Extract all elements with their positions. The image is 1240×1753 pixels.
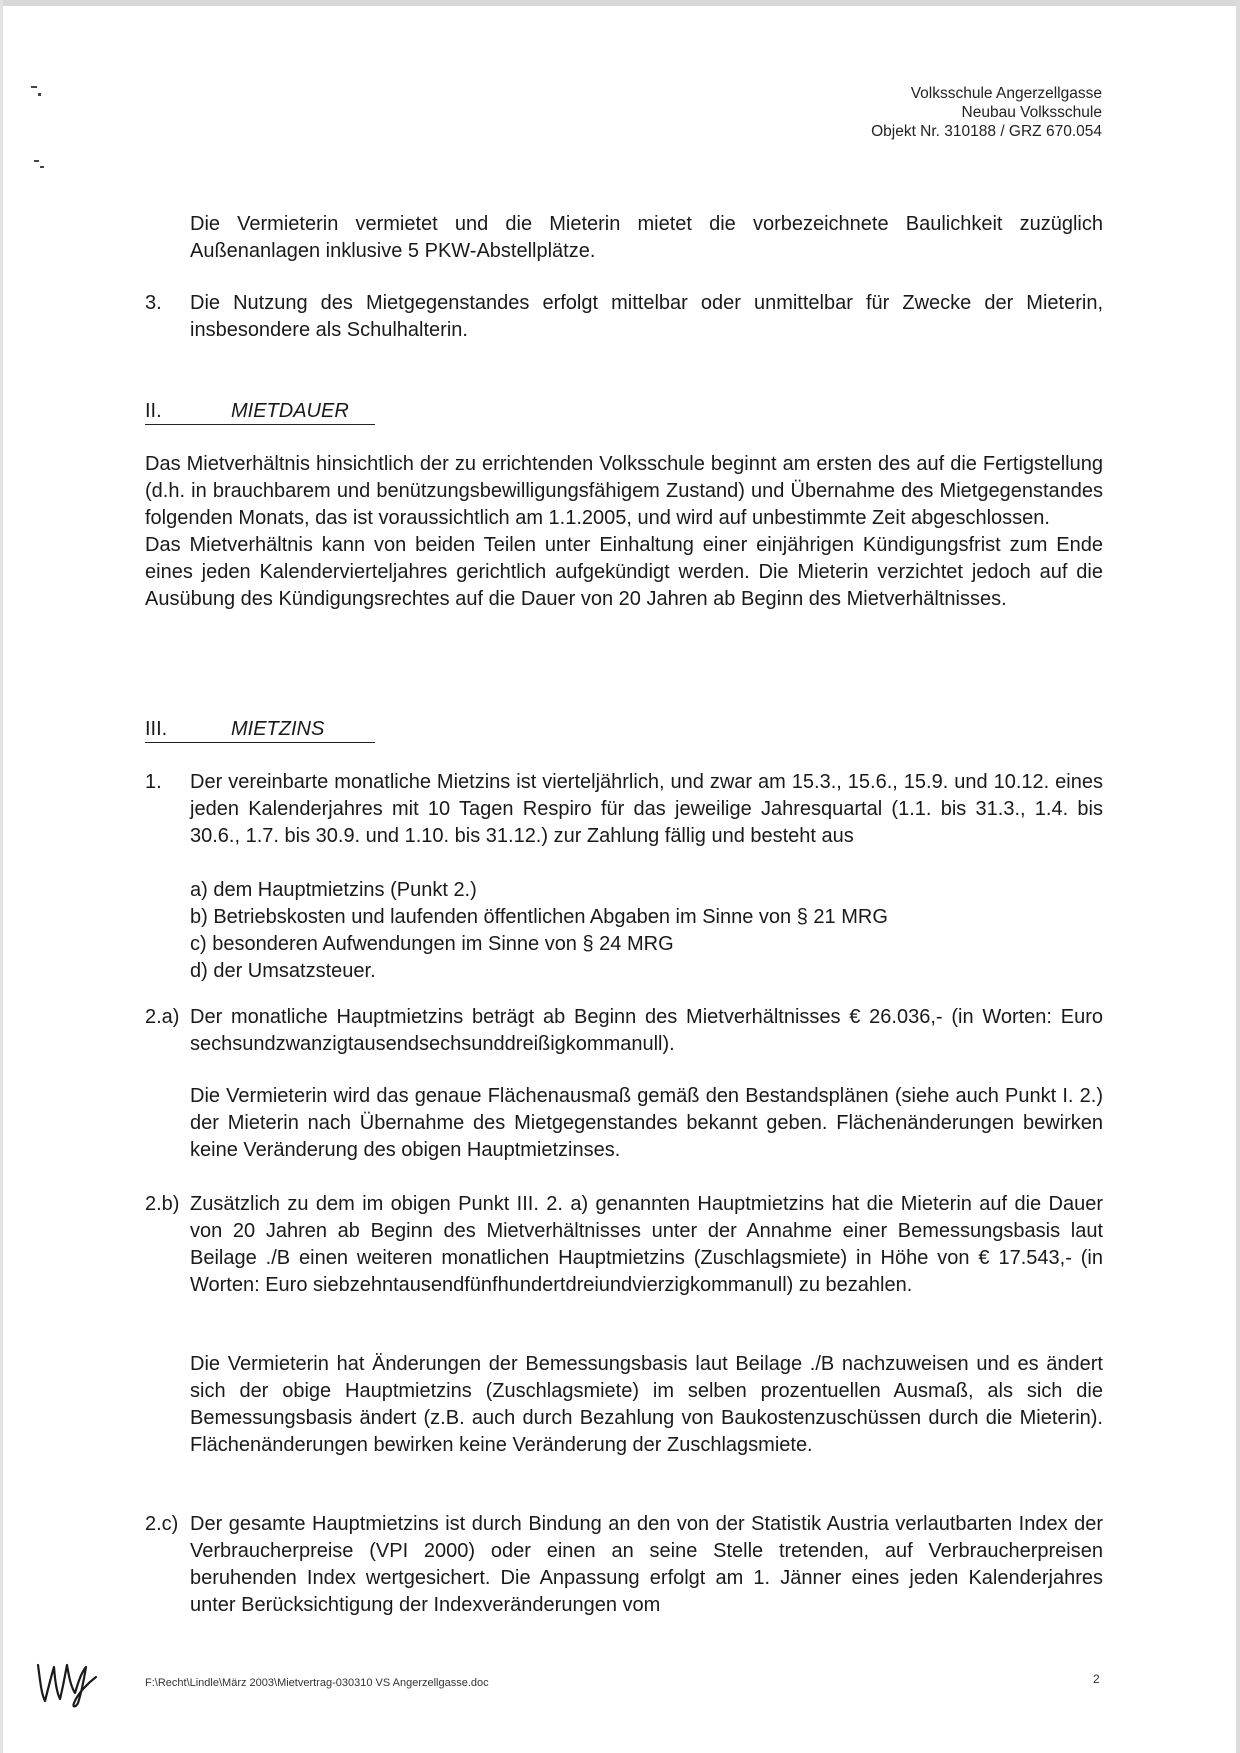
header-object-number: Objekt Nr. 310188 / GRZ 670.054	[871, 123, 1102, 140]
list-item-b: b) Betriebskosten und laufenden öffentlichen Abgaben im Sinne von § 21 MRG	[190, 906, 888, 928]
handwritten-initials-signature	[32, 1653, 102, 1709]
section-2-number: II.	[145, 400, 162, 422]
item-2b-number: 2.b)	[145, 1193, 180, 1215]
list-item-a: a) dem Hauptmietzins (Punkt 2.)	[190, 879, 477, 901]
scan-speck	[40, 166, 44, 168]
section-2-title: MIETDAUER	[231, 400, 349, 422]
section-3-number: III.	[145, 718, 168, 740]
document-header	[871, 84, 1102, 141]
header-project: Neubau Volksschule	[961, 104, 1102, 121]
header-school: Volksschule Angerzellgasse	[910, 85, 1102, 102]
scan-speck	[31, 86, 37, 88]
intro-paragraph: Die Vermieterin vermietet und die Mieterin mietet die vorbezeichnete Baulichkeit zuzüglich Außenanlagen inklusive 5 PKW-Abstellplätze.	[190, 213, 1103, 262]
scan-speck	[34, 160, 39, 162]
list-item-c: c) besonderen Aufwendungen im Sinne von § 24 MRG	[190, 933, 674, 955]
scan-edge-top	[0, 0, 1240, 6]
list-item-d: d) der Umsatzsteuer.	[190, 960, 376, 982]
item-III-1-text: Der vereinbarte monatliche Mietzins ist vierteljährlich, und zwar am 15.3., 15.6., 15.9. und 10.12. eines jeden Kalenderjahres mit 10 Tagen Respiro für das jeweilige Jahresquartal (1.1. bis 31.3., 1.4. bis 30.6., 1.7. bis 30.9. und 1.10. bis 31.12.) zur Zahlung fällig und besteht aus	[190, 771, 1103, 847]
section-2-body	[145, 451, 1103, 613]
item-2a-para-2: Die Vermieterin wird das genaue Flächenausmaß gemäß den Bestandsplänen (siehe auch Punkt I. 2.) der Mieterin nach Übernahme des Mietgegenstandes bekannt geben. Flächenänderungen bewirken keine Veränderung des obigen Hauptmietzinses.	[190, 1085, 1103, 1161]
item-2c-number: 2.c)	[145, 1513, 179, 1535]
item-2b-para-2: Die Vermieterin hat Änderungen der Bemessungsbasis laut Beilage ./B nachzuweisen und es ändert sich der obige Hauptmietzins (Zuschlagsmiete) im selben prozentuellen Ausmaß, als sich die Bemessungsbasis ändert (z.B. auch durch Bezahlung von Baukostenzuschüssen durch die Mieterin). Flächenänderungen bewirken keine Veränderung der Zuschlagsmiete.	[190, 1353, 1103, 1456]
scan-edge-left	[0, 0, 3, 1753]
scan-speck	[38, 93, 41, 96]
item-3-text: Die Nutzung des Mietgegenstandes erfolgt mittelbar oder unmittelbar für Zwecke der Mieterin, insbesondere als Schulhalterin.	[190, 292, 1103, 341]
footer-file-path: F:\Recht\Lindle\März 2003\Mietvertrag-030310 VS Angerzellgasse.doc	[145, 1677, 489, 1689]
scan-edge-right	[1236, 0, 1240, 1753]
item-2b-text: Zusätzlich zu dem im obigen Punkt III. 2. a) genannten Hauptmietzins hat die Mieterin auf die Dauer von 20 Jahren ab Beginn des Mietverhältnisses unter der Annahme einer Bemessungsbasis laut Beilage ./B einen weiteren monatlichen Hauptmietzins (Zuschlagsmiete) in Höhe von € 17.543,- (in Worten: Euro siebzehntausendfünfhundertdreiundvierzigkommanull) zu bezahlen.	[190, 1193, 1103, 1296]
item-3-number: 3.	[145, 292, 162, 314]
item-2a-number: 2.a)	[145, 1006, 180, 1028]
section-2-para-1: Das Mietverhältnis hinsichtlich der zu errichtenden Volksschule beginnt am ersten des auf die Fertigstellung (d.h. in brauchbarem und benützungsbewilligungsfähigem Zustand) und Übernahme des Mietgegenstandes folgenden Monats, das ist voraussichtlich am 1.1.2005, und wird auf unbestimmte Zeit abgeschlossen.	[145, 453, 1103, 529]
section-3-title: MIETZINS	[231, 718, 325, 740]
item-III-1-list	[190, 877, 888, 985]
section-3-heading	[145, 716, 375, 743]
section-2-heading	[145, 398, 375, 425]
page-number: 2	[1093, 1672, 1100, 1686]
item-III-1-number: 1.	[145, 771, 162, 793]
item-2a-text: Der monatliche Hauptmietzins beträgt ab Beginn des Mietverhältnisses € 26.036,- (in Worten: Euro sechsundzwanzigtausendsechsunddreißigkommanull).	[190, 1006, 1103, 1055]
item-2c-text: Der gesamte Hauptmietzins ist durch Bindung an den von der Statistik Austria verlautbarten Index der Verbraucherpreise (VPI 2000) oder einen an seine Stelle tretenden, auf Verbraucherpreisen beruhenden Index wertgesichert. Die Anpassung erfolgt am 1. Jänner eines jeden Kalenderjahres unter Berücksichtigung der Indexveränderungen vom	[190, 1513, 1103, 1616]
section-2-para-2: Das Mietverhältnis kann von beiden Teilen unter Einhaltung einer einjährigen Kündigungsfrist zum Ende eines jeden Kalendervierteljahres gerichtlich aufgekündigt werden. Die Mieterin verzichtet jedoch auf die Ausübung des Kündigungsrechtes auf die Dauer von 20 Jahren ab Beginn des Mietverhältnisses.	[145, 534, 1103, 610]
